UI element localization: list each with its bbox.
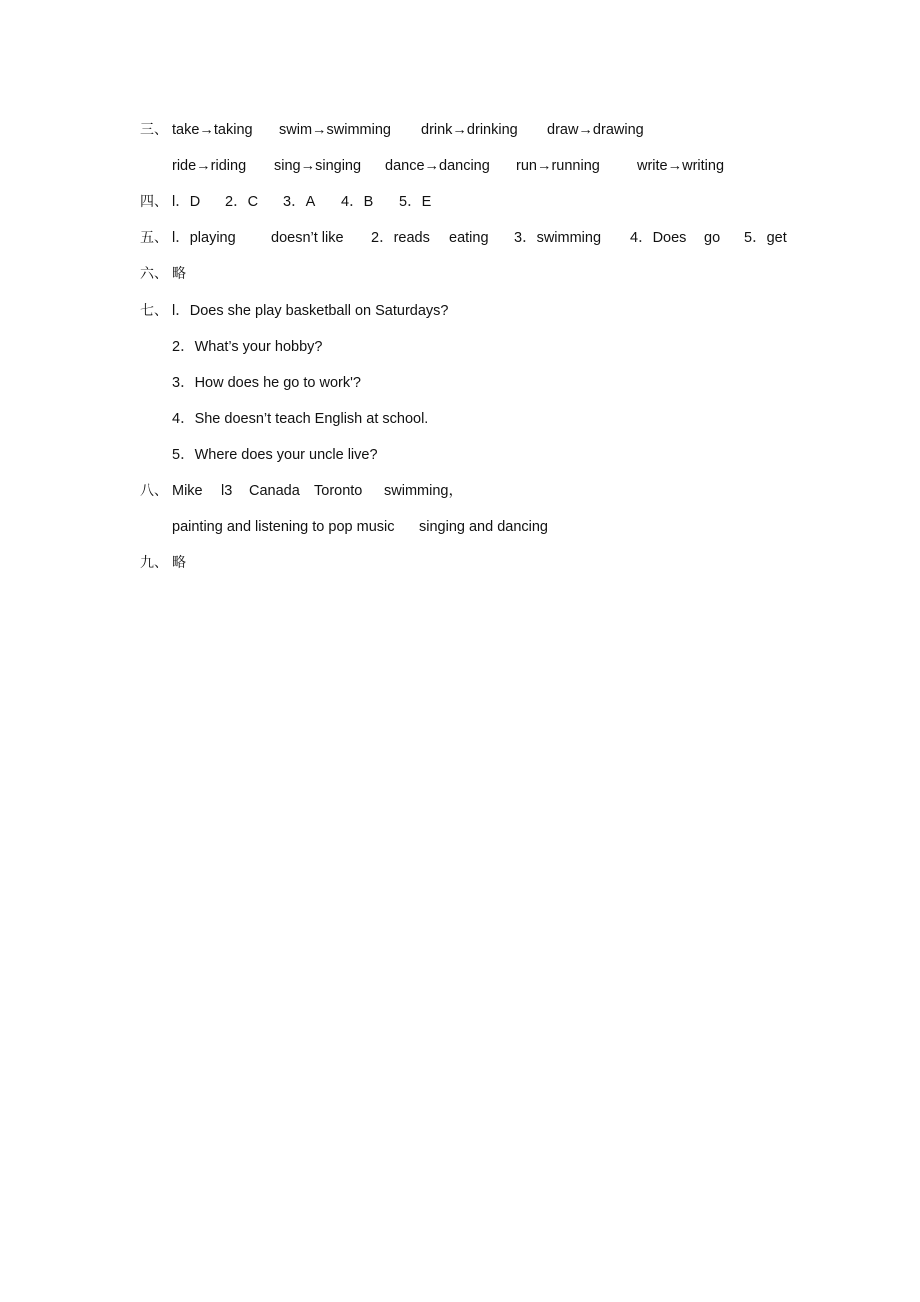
section-label: 四、 [140,194,168,210]
answer-text: 略 [172,555,186,571]
answer-item: go [704,230,721,246]
answer-text: 略 [172,266,186,282]
answer-item: dance→dancing [385,158,490,174]
answer-item: 5．Where does your uncle live? [172,447,378,463]
answer-item: swim→swimming [279,122,391,138]
answer-item: 3．A [283,194,316,210]
answer-item: eating [449,230,489,246]
answer-item: swimming， [384,483,463,499]
answer-item: take→taking [172,122,253,138]
answer-item: l3 [221,483,233,499]
answer-item: ride→riding [172,158,247,174]
answer-item: 2．C [225,194,259,210]
section-label: 三、 [140,122,168,138]
answer-item: drink→drinking [421,122,518,138]
answer-item: 2．reads [371,230,430,246]
answer-item: painting and listening to pop music [172,519,395,535]
answer-item: 4．B [341,194,374,210]
section-label: 五、 [140,230,168,246]
answer-item: singing and dancing [419,519,548,535]
answer-item: 4．Does [630,230,687,246]
section-label: 九、 [140,555,168,571]
answer-item: 2．What’s your hobby? [172,339,323,355]
answer-item: 4．She doesn’t teach English at school. [172,411,429,427]
answer-item: Canada [249,483,300,499]
answer-item: 5．get [744,230,787,246]
answer-item: draw→drawing [547,122,644,138]
answer-item: write→writing [637,158,725,174]
section-label: 八、 [140,483,168,499]
answer-item: 3．How does he go to work'? [172,375,361,391]
answer-item: 5．E [399,194,432,210]
answer-item: Mike [172,483,203,499]
section-label: 六、 [140,266,168,282]
answer-item: l．D [172,194,201,210]
section-label: 七、 [140,303,168,319]
answer-item: Toronto [314,483,363,499]
answer-item: doesn’t like [271,230,344,246]
answer-item: run→running [516,158,600,174]
answer-item: l．Does she play basketball on Saturdays? [172,303,449,319]
answer-item: sing→singing [274,158,362,174]
answer-item: l．playing [172,230,236,246]
answer-item: 3．swimming [514,230,602,246]
